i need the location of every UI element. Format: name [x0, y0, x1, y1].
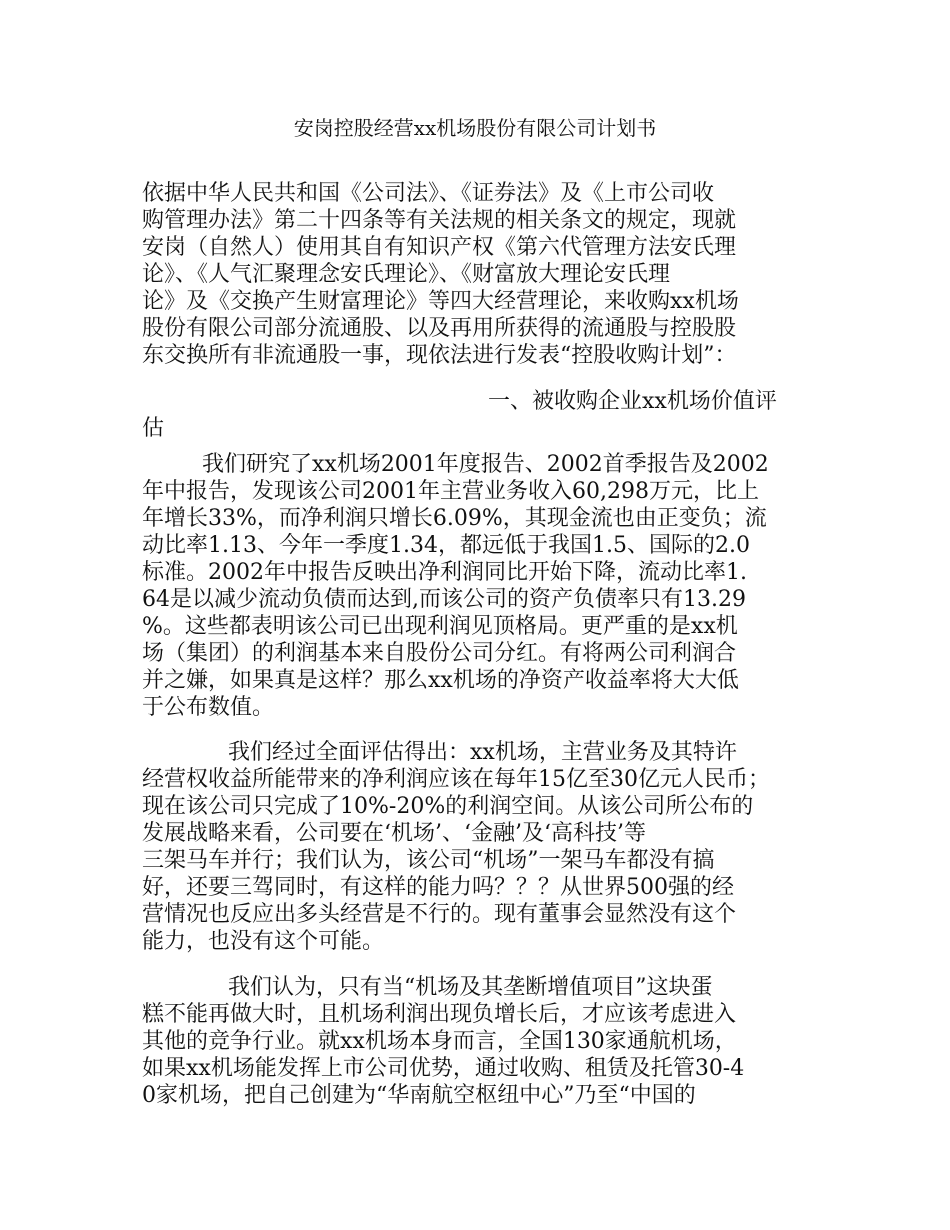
- paragraph-line: 于公布数值。: [142, 695, 275, 720]
- paragraph-line: 营情况也反应出多头经营是不行的。现有董事会显然没有这个: [142, 902, 737, 927]
- intro-line: 购管理办法》第二十四条等有关法规的相关条文的规定，现就: [142, 208, 737, 233]
- intro-paragraph: [142, 180, 814, 369]
- intro-line: 安岗（自然人）使用其自有知识产权《第六代管理方法安氏理: [142, 235, 737, 260]
- paragraph-line: 64是以减少流动负债而达到,而该公司的资产负债率只有13.29: [142, 587, 746, 612]
- paragraph-line: 动比率1.13、今年一季度1.34，都远低于我国1.5、国际的2.0: [142, 533, 750, 558]
- intro-line: 东交换所有非流通股一事，现依法进行发表“控股收购计划”：: [142, 343, 737, 368]
- section-heading-line: 一、被收购企业xx机场价值评: [488, 389, 777, 414]
- paragraph-line: 我们研究了xx机场2001年度报告、2002首季报告及2002: [202, 452, 769, 477]
- paragraph-line: 我们经过全面评估得出：xx机场，主营业务及其特许: [228, 740, 737, 765]
- paragraph-line: 经营权收益所能带来的净利润应该在每年15亿至30亿元人民币；: [142, 767, 770, 792]
- intro-line: 股份有限公司部分流通股、以及再用所获得的流通股与控股股: [142, 316, 737, 341]
- paragraph-line: 场（集团）的利润基本来自股份公司分红。有将两公司利润合: [142, 641, 737, 666]
- document-title: 安岗控股经营xx机场股份有限公司计划书: [293, 116, 657, 140]
- paragraph-line: 年增长33%，而净利润只增长6.09%，其现金流也由正变负；流: [142, 506, 767, 531]
- paragraph-2: [142, 739, 814, 955]
- intro-line: 论》、《人气汇聚理念安氏理论》、《财富放大理论安氏理: [142, 262, 671, 287]
- paragraph-line: 糕不能再做大时，且机场利润出现负增长后，才应该考虑进入: [142, 1002, 737, 1027]
- paragraph-line: 标准。2002年中报告反映出净利润同比开始下降，流动比率1.: [142, 560, 747, 585]
- paragraph-line: 并之嫌，如果真是这样？那么xx机场的净资产收益率将大大低: [142, 668, 739, 693]
- paragraph-1: [142, 451, 814, 721]
- paragraph-line: 如果xx机场能发挥上市公司优势，通过收购、租赁及托管30-4: [142, 1056, 745, 1081]
- section-heading-line: 估: [142, 416, 165, 441]
- paragraph-line: 年中报告，发现该公司2001年主营业务收入60,298万元，比上: [142, 479, 759, 504]
- paragraph-line: 0家机场，把自己创建为“华南航空枢纽中心”乃至“中国的: [142, 1083, 696, 1108]
- paragraph-line: 能力，也没有这个可能。: [142, 929, 385, 954]
- intro-line: 依据中华人民共和国《公司法》、《证券法》及《上市公司收: [142, 181, 715, 206]
- paragraph-line: 其他的竞争行业。就xx机场本身而言，全国130家通航机场，: [142, 1029, 737, 1054]
- paragraph-line: %。这些都表明该公司已出现利润见顶格局。更严重的是xx机: [142, 614, 738, 639]
- paragraph-line: 三架马车并行；我们认为，该公司“机场”一架马车都没有搞: [142, 848, 715, 873]
- paragraph-3: [142, 974, 814, 1109]
- section-heading: [142, 388, 814, 442]
- paragraph-line: 现在该公司只完成了10%-20%的利润空间。从该公司所公布的: [142, 794, 754, 819]
- paragraph-line: 发展战略来看，公司要在‘机场’、‘金融’及‘高科技’等: [142, 821, 646, 846]
- paragraph-line: 我们认为，只有当“机场及其垄断增值项目”这块蛋: [228, 975, 713, 1000]
- intro-line: 论》及《交换产生财富理论》等四大经营理论，来收购xx机场: [142, 289, 739, 314]
- paragraph-line: 好，还要三驾同时，有这样的能力吗？？？从世界500强的经: [142, 875, 734, 900]
